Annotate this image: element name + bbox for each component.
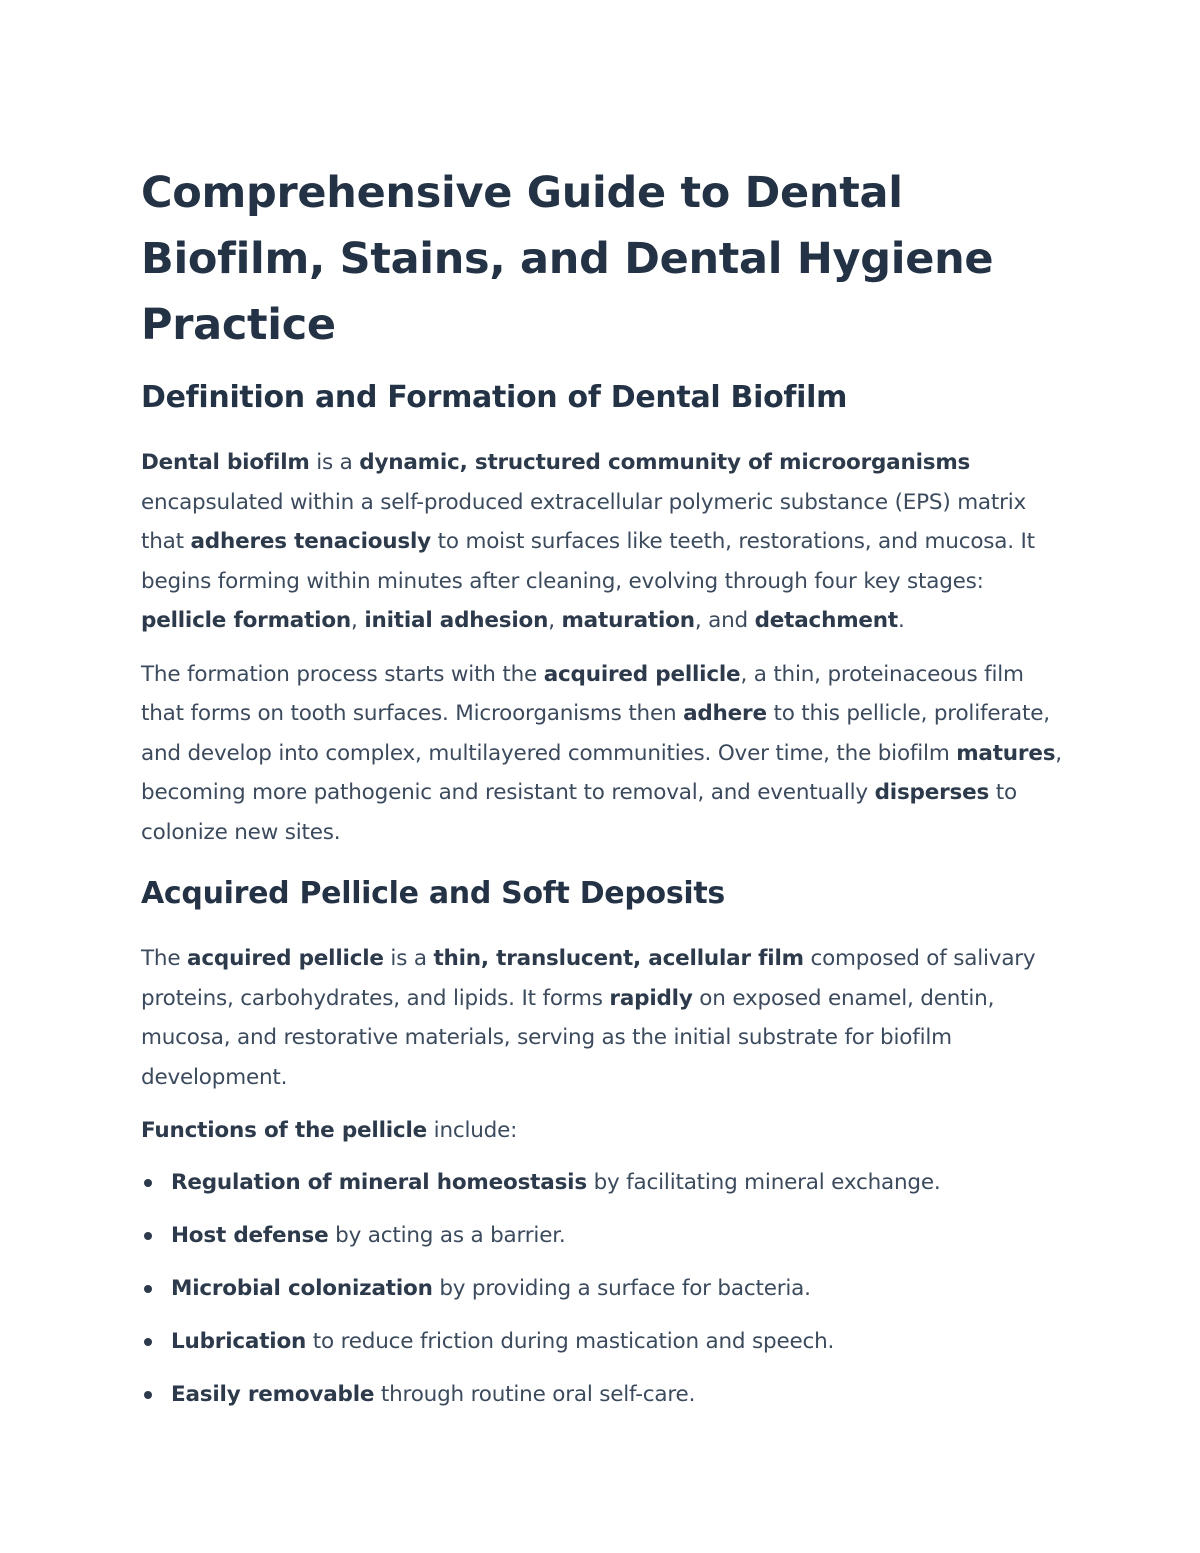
text: on exposed enamel, dentin, mucosa, and restorative materials, serving as the initial substrate for biofilm development.: [141, 985, 995, 1090]
text: , becoming more pathogenic and resistant to removal, and eventually: [141, 740, 1062, 805]
text: by acting as a barrier.: [328, 1222, 566, 1248]
bullet-icon: [144, 1232, 152, 1240]
bold-text: rapidly: [609, 985, 693, 1011]
bold-text: Dental biofilm: [141, 450, 310, 475]
text: composed of salivary proteins, carbohydrates, and lipids. It forms: [141, 946, 1036, 1011]
text: , and: [694, 608, 755, 633]
text: is a: [383, 946, 434, 971]
document-page: [141, 160, 1071, 1428]
bold-text: acquired pellicle: [187, 946, 384, 971]
text: to reduce friction during mastication and speech.: [306, 1328, 835, 1354]
bold-text: thin, translucent, acellular film: [433, 946, 804, 971]
text: to colonize new sites.: [141, 780, 1017, 845]
paragraph-pellicle-functions-intro: [141, 1111, 1071, 1151]
text: is a: [309, 450, 360, 475]
text: by facilitating mineral exchange.: [586, 1169, 941, 1195]
text: by providing a surface for bacteria.: [432, 1275, 811, 1301]
bold-text: Regulation of mineral homeostasis: [171, 1169, 587, 1195]
list-item: [141, 1163, 1071, 1203]
bold-text: acquired pellicle: [543, 661, 741, 687]
document-title: Comprehensive Guide to Dental Biofilm, Stains, and Dental Hygiene Practice: [141, 168, 994, 350]
bold-text: disperses: [874, 780, 990, 805]
text: The: [141, 946, 188, 971]
bold-text: Easily removable: [171, 1381, 375, 1407]
text: .: [897, 608, 905, 633]
text: The formation process starts with the: [141, 661, 544, 687]
text: ,: [548, 608, 562, 633]
bold-text: dynamic, structured community of microorganisms: [359, 450, 971, 475]
text: to this pellicle, proliferate, and develop into complex, multilayered communities. Over time, the biofilm: [141, 701, 1050, 766]
list-item: [141, 1216, 1071, 1256]
text: ,: [351, 608, 365, 633]
paragraph-formation-process: [141, 655, 1071, 853]
bold-text: adheres tenaciously: [190, 529, 432, 554]
text: encapsulated within a self-produced extracellular polymeric substance (EPS) matrix that: [141, 489, 1027, 554]
paragraph-biofilm-definition: [141, 443, 1071, 641]
list-item: [141, 1269, 1071, 1309]
bold-text: Microbial colonization: [171, 1275, 433, 1301]
text: to moist surfaces like teeth, restorations, and mucosa. It begins forming within minutes after cleaning, evolving through four key stages:: [141, 529, 1035, 594]
bold-text: adhere: [683, 701, 767, 726]
text: include:: [427, 1118, 518, 1143]
bold-text: pellicle formation: [141, 608, 352, 633]
text: , a thin, proteinaceous film that forms on tooth surfaces. Microorganisms then: [141, 661, 1024, 726]
bold-text: initial adhesion: [364, 608, 549, 633]
bold-text: maturation: [561, 608, 695, 633]
section-heading-biofilm-definition: Definition and Formation of Dental Biofilm: [141, 380, 848, 415]
bullet-icon: [144, 1391, 152, 1399]
list-item: [141, 1322, 1071, 1362]
section-heading-acquired-pellicle: Acquired Pellicle and Soft Deposits: [141, 876, 725, 911]
bullet-icon: [144, 1338, 152, 1346]
bold-text: detachment: [754, 608, 898, 633]
bullet-icon: [144, 1285, 152, 1293]
bullet-icon: [144, 1179, 152, 1187]
bold-text: Lubrication: [171, 1328, 307, 1354]
bold-text: Host defense: [171, 1222, 329, 1248]
text: through routine oral self-care.: [374, 1381, 696, 1407]
bold-text: Functions of the pellicle: [141, 1118, 428, 1143]
bold-text: matures: [956, 740, 1056, 766]
paragraph-pellicle-definition: [141, 939, 1071, 1097]
pellicle-functions-list: [141, 1163, 1071, 1415]
list-item: [141, 1375, 1071, 1415]
